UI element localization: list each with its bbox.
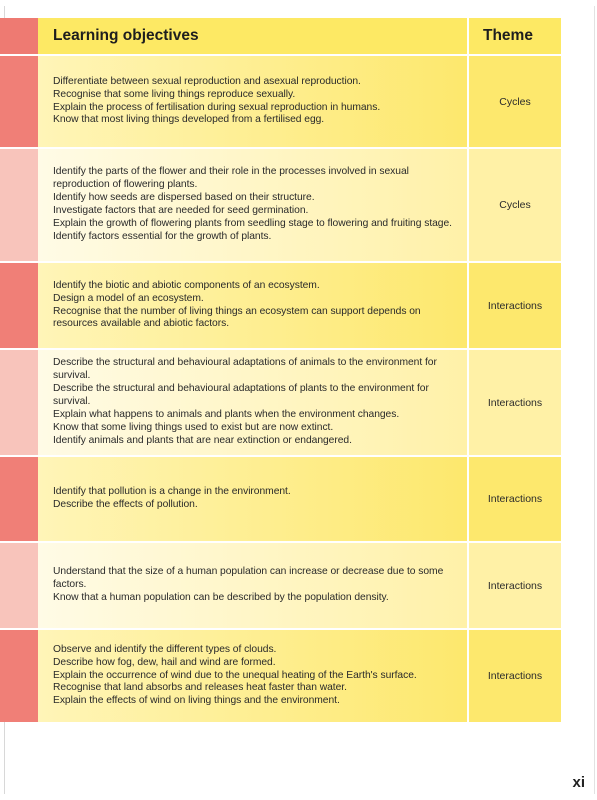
objective-line: Explain what happens to animals and plants when the environment changes. — [53, 408, 400, 420]
objective-line: Investigate factors that are needed for seed germination. — [53, 205, 309, 216]
row-color-strip — [0, 56, 38, 147]
objective-line: Recognise that land absorbs and releases heat faster than water. — [53, 682, 347, 694]
objectives-cell — [38, 457, 469, 541]
objectives-text — [53, 280, 421, 332]
objectives-cell — [38, 630, 469, 722]
objective-line: Identify factors essential for the growth of plants. — [53, 230, 272, 242]
row-color-strip — [0, 630, 38, 722]
table-row — [0, 54, 561, 147]
objective-line: Explain the effects of wind on living things and the environment. — [53, 695, 340, 707]
objective-line: Recognise that the number of living things an ecosystem can support depends on — [53, 305, 421, 317]
objective-line: factors. — [53, 579, 87, 591]
objective-line: Know that most living things developed from a fertilised egg. — [53, 114, 325, 126]
table-header-row — [0, 18, 561, 54]
objectives-cell — [38, 149, 469, 261]
theme-cell: Cycles — [469, 149, 561, 261]
objectives-text — [53, 644, 417, 709]
objectives-text — [53, 166, 452, 243]
objective-line: Identify the parts of the flower and their role in the processes involved in sexual — [53, 166, 409, 178]
objective-line: Know that some living things used to exist but are now extinct. — [53, 421, 334, 433]
objectives-cell — [38, 543, 469, 628]
row-color-strip — [0, 350, 38, 455]
objective-line: Recognise that some living things reproduce sexually. — [53, 88, 296, 100]
table-row — [0, 455, 561, 541]
objectives-cell — [38, 263, 469, 348]
table-row — [0, 628, 561, 722]
table-row — [0, 261, 561, 348]
theme-cell: Cycles — [469, 56, 561, 147]
objectives-text — [53, 76, 380, 128]
objective-line: reproduction of flowering plants. — [53, 179, 198, 191]
objective-line: Explain the growth of flowering plants from seedling stage to flowering and fruiting stage. — [53, 217, 452, 229]
objectives-cell — [38, 350, 469, 455]
objective-line: Explain the occurrence of wind due to the unequal heating of the Earth's surface. — [53, 669, 417, 681]
objectives-text — [53, 566, 443, 605]
objective-line: Understand that the size of a human population can increase or decrease due to some — [53, 566, 444, 578]
objective-line: survival. — [53, 370, 91, 382]
theme-heading: Theme — [469, 18, 561, 54]
table-row — [0, 348, 561, 455]
theme-cell: Interactions — [469, 543, 561, 628]
objective-line: Identify animals and plants that are near extinction or endangered. — [53, 434, 352, 446]
table-row — [0, 147, 561, 261]
table-row — [0, 541, 561, 628]
learning-objectives-heading: Learning objectives — [38, 18, 469, 54]
page-number: xi — [572, 774, 585, 791]
theme-cell: Interactions — [469, 350, 561, 455]
row-color-strip — [0, 263, 38, 348]
objective-line: Explain the process of fertilisation during sexual reproduction in humans. — [53, 101, 381, 113]
objective-line: Identify how seeds are dispersed based on their structure. — [53, 192, 315, 204]
objective-line: Differentiate between sexual reproduction and asexual reproduction. — [53, 75, 361, 87]
objective-line: Design a model of an ecosystem. — [53, 292, 204, 304]
theme-cell: Interactions — [469, 630, 561, 722]
row-color-strip — [0, 543, 38, 628]
row-color-strip — [0, 457, 38, 541]
objective-line: survival. — [53, 396, 91, 408]
objective-line: Describe the structural and behavioural adaptations of animals to the environment for — [53, 357, 437, 369]
theme-cell: Interactions — [469, 263, 561, 348]
objective-line: Know that a human population can be described by the population density. — [53, 591, 389, 603]
objective-line: Observe and identify the different types of clouds. — [53, 643, 277, 655]
objectives-text — [53, 357, 437, 447]
objectives-table — [0, 18, 561, 722]
objective-line: Describe how fog, dew, hail and wind are formed. — [53, 656, 276, 668]
objective-line: resources available and abiotic factors. — [53, 318, 230, 330]
header-color-strip — [0, 18, 38, 54]
objective-line: Identify the biotic and abiotic components of an ecosystem. — [53, 279, 320, 291]
objective-line: Describe the structural and behavioural adaptations of plants to the environment for — [53, 383, 429, 395]
objective-line: Identify that pollution is a change in the environment. — [53, 486, 291, 498]
row-color-strip — [0, 149, 38, 261]
objective-line: Describe the effects of pollution. — [53, 499, 198, 510]
objectives-text — [53, 486, 291, 512]
objectives-cell — [38, 56, 469, 147]
theme-cell: Interactions — [469, 457, 561, 541]
